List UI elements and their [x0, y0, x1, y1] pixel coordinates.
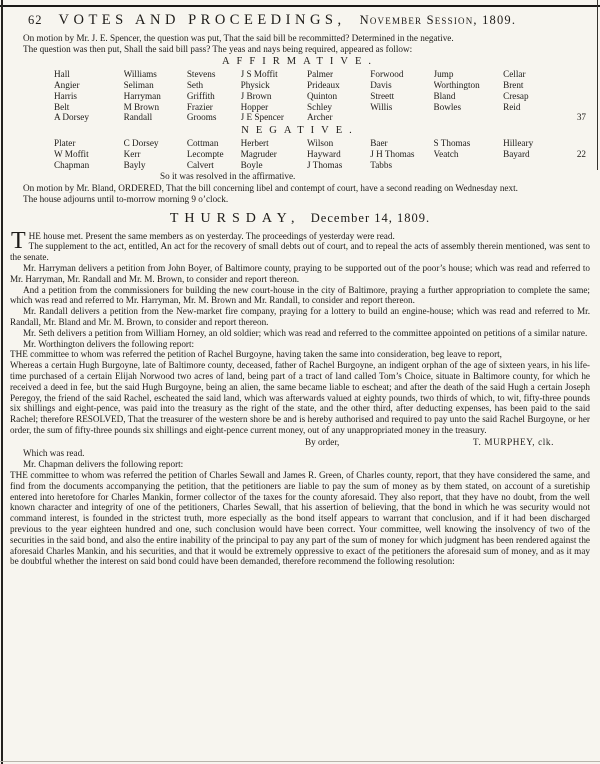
vote-count-spacer	[560, 160, 586, 171]
burgoyne-report-intro: THE committee to whom was referred the petition of Rachel Burgoyne, having taken the same into consideration, beg leave to report,	[10, 349, 502, 360]
delegate-name: Frazier	[186, 101, 213, 112]
delegate-name: Hilleary	[503, 137, 534, 148]
delegate-name: J H Thomas	[370, 148, 415, 159]
delegate-name: Stevens	[186, 69, 216, 80]
affirmative-heading: AFFIRMATIVE.	[221, 56, 379, 68]
motion-recommit-paragraph: On motion by Mr. J. E. Spencer, the question was put, That the said bill be recommitted? Determined in the negative.	[23, 32, 454, 43]
house-met-text: HE house met. Present the same members as on yesterday. The proceedings of yesterday were read.	[28, 230, 395, 241]
which-was-read-line: Which was read.	[23, 448, 85, 459]
vote-table-row	[54, 160, 586, 171]
vote-table-row	[54, 112, 586, 123]
delegate-name	[503, 160, 560, 171]
delegate-name: Seth	[186, 79, 204, 90]
delegate-name: Herbert	[240, 137, 269, 148]
sewall-report-paragraph: THE committee to whom was referred the petition of Charles Sewall and James R. Green, of Charles county, report, that they have considered the same, and find from the documents accompanying the petition, that the petitioners are liable to pay the sum of money as by them stated, on account of a suretiship entered into heretofore for Charles Mankin, former collector of the taxes for the county aforesaid. They also report, that they have no doubt, from the well known character and integrity of one of the petitioners, Charles Sewall, that his assertion of believing, that the bond in which he was security would not command interest, is founded in the strictest truth, more especially as the bond itself appears to warrant that conclusion, and if it had been discharged previous to the year eighteen hundred and one, such conclusion would have been correct. Your committee, well knowing the insolvency of two of the securities in the said bond, and also the entire inability of the principal to pay any part of the sum of money for which judgment has been rendered against the aforesaid Charles Mankin, and his securities, and that it would be extremely oppressive to exact of the petitioners the aforesaid sum of money, and as it may be doubtful whether the interest on said bond could have been demanded, therefore recommend the following resolution:	[10, 470, 590, 567]
delegate-name: Hayward	[307, 148, 341, 159]
delegate-name: Tabbs	[370, 159, 393, 170]
delegate-name: Prideaux	[307, 79, 340, 90]
delegate-name: S Thomas	[433, 137, 471, 148]
day-name: THURSDAY,	[169, 210, 301, 226]
delegate-name: Harryman	[123, 90, 161, 101]
delegate-name: J S Moffit	[240, 69, 278, 80]
page-header	[28, 12, 590, 28]
delegate-name: M Brown	[123, 101, 160, 112]
delegate-name: C Dorsey	[123, 137, 159, 148]
delegate-name: Angier	[54, 79, 80, 90]
vote-table-row	[54, 149, 586, 160]
question-pass-paragraph: The question was then put, Shall the said bill pass? The yeas and nays being required, appeared as follow:	[23, 43, 413, 54]
delegate-name: Cresap	[503, 90, 529, 101]
delegate-name: Bayly	[123, 159, 146, 170]
chapman-report-intro: Mr. Chapman delivers the following report:	[23, 459, 184, 470]
burgoyne-whereas-paragraph: Whereas a certain Hugh Burgoyne, late of Baltimore county, deceased, father of Rachel Burgoyne, an indigent orphan of the age of sixteen years, in his life-time purchased of a certain Elijah Norwood two acres of land, being part of a tract of land called Tom’s Choice, situate in Baltimore county, for which he received a deed in fee, but the said Hugh Burgoyne, being an alien, the same became liable to escheat; and after the death of the said Hugh a certain Joseph Peregoy, the friend of the said Rachel, escheated the said land, which was afterwards valued at eighty pounds, two thirds of which, to wit, fifty-three pounds six shillings and eight-pence, was paid into the treasury as the right of the state, and the other third, after deducting expenses, has been paid to the said Rachel; therefore RESOLVED, That the treasurer of the western shore be and is hereby authorised and required to pay unto the said Rachel Burgoyne, or her order, the sum of fifty-three pounds six shillings and eight-pence current money, out of any unappropriated money in the treasury.	[10, 360, 590, 435]
delegate-name: Griffith	[186, 90, 215, 101]
delegate-name: Seliman	[123, 79, 154, 90]
delegate-name: Brent	[503, 79, 524, 90]
delegate-name: Belt	[54, 101, 70, 112]
day-heading	[10, 210, 590, 226]
delegate-name: A Dorsey	[54, 112, 89, 123]
delegate-name: Streett	[370, 90, 395, 101]
vote-count-spacer	[560, 69, 586, 80]
delegate-name: J Thomas	[307, 159, 343, 170]
delegate-name	[434, 112, 504, 123]
delegate-name: Wilson	[307, 137, 334, 148]
page-title: VOTES AND PROCEEDINGS,	[58, 12, 346, 28]
clerk-signature: T. MURPHEY, clk.	[473, 436, 554, 447]
delegate-name: Kerr	[123, 148, 141, 159]
delegate-name: Bowles	[433, 101, 462, 112]
affirmative-vote-count: 37	[576, 112, 586, 123]
session-label: November Session, 1809.	[359, 13, 517, 27]
vote-count-spacer	[560, 102, 586, 113]
negative-vote-table	[54, 138, 586, 170]
delegate-name: Forwood	[370, 69, 404, 80]
randall-petition-paragraph: Mr. Randall delivers a petition from the New-market fire company, praying for a lottery to build an engine-house; which was read and referred to Mr. Randall, Mr. Bland and Mr. M. Brown, to consider and report thereon.	[10, 306, 590, 327]
delegate-name: Calvert	[186, 159, 214, 170]
delegate-name: Palmer	[307, 69, 334, 80]
delegate-name: Hall	[54, 69, 70, 80]
delegate-name: Boyle	[240, 159, 263, 170]
vote-count-spacer	[560, 138, 586, 149]
supplement-paragraph: The supplement to the act, entitled, An act for the recovery of small debts out of court, and to repeal the acts of assembly therein mentioned, was sent to the senate.	[10, 241, 590, 263]
affirmative-vote-table	[54, 69, 586, 123]
delegate-name: Bland	[433, 90, 456, 101]
delegate-name: Willis	[370, 101, 393, 112]
delegate-name: Baer	[370, 137, 388, 148]
vote-table-row	[54, 80, 586, 91]
delegate-name: Jump	[433, 69, 454, 80]
page-number: 62	[28, 13, 43, 27]
delegate-name: Cottman	[186, 137, 219, 148]
delegate-name: W Moffit	[54, 148, 89, 159]
day-date: December 14, 1809.	[310, 210, 431, 225]
by-order-line	[10, 437, 590, 448]
delegate-name: Plater	[54, 137, 76, 148]
delegate-name: Physick	[240, 79, 270, 90]
delegate-name: Davis	[370, 79, 392, 90]
delegate-name: Harris	[54, 90, 77, 101]
delegate-name: Chapman	[54, 159, 90, 170]
delegate-name: Veatch	[433, 148, 459, 159]
negative-vote-count: 22	[576, 148, 586, 159]
vote-table-row	[54, 138, 586, 149]
harryman-petition-paragraph: Mr. Harryman delivers a petition from John Boyer, of Baltimore county, praying to be supported out of the poor’s house; which was read and referred to Mr. Harryman, Mr. Randall and Mr. M. Brown, to consider and report thereon.	[10, 262, 590, 284]
delegate-name	[503, 112, 560, 123]
vote-table-row	[54, 102, 586, 113]
vote-table-row	[54, 91, 586, 102]
delegate-name: Cellar	[503, 69, 526, 80]
adjournment-paragraph: The house adjourns until to-morrow morning 9 o’clock.	[23, 193, 229, 204]
ordered-bill-paragraph: On motion by Mr. Bland, ORDERED, That the bill concerning libel and contempt of court, have a second reading on Wednesday next.	[23, 183, 518, 194]
by-order-label: By order,	[305, 436, 340, 447]
vote-count-spacer	[560, 80, 586, 91]
delegate-name: Bayard	[503, 148, 530, 159]
delegate-name: J Brown	[240, 90, 272, 101]
delegate-name: J E Spencer	[240, 112, 284, 123]
scan-edge-top	[0, 5, 600, 7]
scan-edge-bottom	[0, 761, 600, 762]
vote-count-spacer	[560, 91, 586, 102]
resolved-line: So it was resolved in the affirmative.	[160, 171, 296, 182]
delegate-name: Randall	[123, 112, 153, 123]
delegate-name	[434, 160, 504, 171]
delegate-name: Quinton	[307, 90, 338, 101]
delegate-name: Schley	[307, 101, 333, 112]
worthington-report-intro: Mr. Worthington delivers the following report:	[23, 338, 195, 349]
courthouse-petition-paragraph: And a petition from the commissioners for building the new court-house in the city of Baltimore, praying a further appropriation to complete the same; which was read and referred to Mr. Harryman, Mr. M. Brown and Mr. Randall, to consider and report thereon.	[10, 284, 590, 306]
vote-table-row	[54, 69, 586, 80]
delegate-name	[370, 112, 433, 123]
delegate-name: Grooms	[186, 112, 217, 123]
delegate-name: Lecompte	[186, 148, 224, 159]
delegate-name: Hopper	[240, 101, 269, 112]
delegate-name: Worthington	[433, 79, 480, 90]
scan-edge-right	[597, 0, 598, 170]
delegate-name: Reid	[503, 101, 521, 112]
negative-heading: NEGATIVE.	[241, 125, 359, 137]
delegate-name: Archer	[307, 112, 333, 123]
seth-petition-paragraph: Mr. Seth delivers a petition from William Horney, an old soldier; which was read and referred to the committee appointed on petitions of a similar nature.	[23, 327, 588, 338]
drop-cap: T	[11, 227, 26, 254]
scan-edge-left	[1, 0, 3, 764]
delegate-name: Magruder	[240, 148, 277, 159]
delegate-name: Williams	[123, 69, 157, 80]
